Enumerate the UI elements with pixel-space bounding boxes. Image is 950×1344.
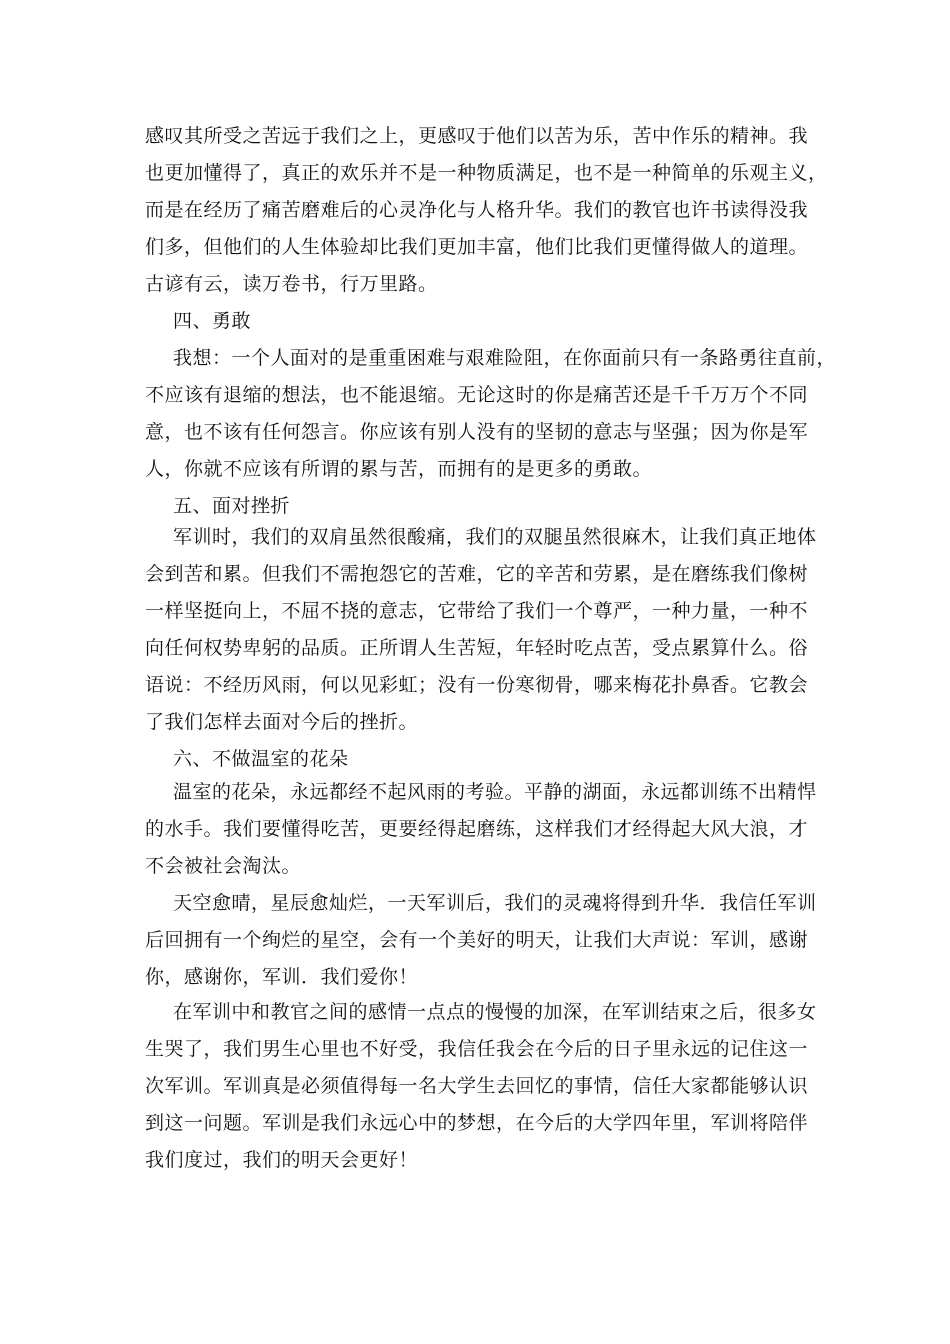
body-line: 们多，但他们的人生体验却比我们更加丰富，他们比我们更懂得做人的道理。 [145,236,809,258]
body-line: 你，感谢你，军训．我们爱你！ [145,966,419,988]
body-line: 语说：不经历风雨，何以见彩虹；没有一份寒彻骨，哪来梅花扑鼻香。它教会 [145,674,809,696]
body-line: 天空愈晴，星辰愈灿烂，一天军训后，我们的灵魂将得到升华．我信任军训 [173,892,817,914]
body-line: 在军训中和教官之间的感情一点点的慢慢的加深，在军训结束之后，很多女 [173,1001,817,1023]
body-line: 而是在经历了痛苦磨难后的心灵净化与人格升华。我们的教官也许书读得没我 [145,199,809,221]
body-line: 古谚有云，读万卷书，行万里路。 [145,273,438,295]
body-line: 人，你就不应该有所谓的累与苦，而拥有的是更多的勇敢。 [145,458,653,480]
body-line: 意，也不该有任何怨言。你应该有别人没有的坚韧的意志与坚强；因为你是军 [145,421,809,443]
body-line: 了我们怎样去面对今后的挫折。 [145,711,419,733]
body-line: 会到苦和累。但我们不需抱怨它的苦难，它的辛苦和劳累，是在磨练我们像树 [145,563,809,585]
body-line: 感叹其所受之苦远于我们之上，更感叹于他们以苦为乐，苦中作乐的精神。我 [145,125,809,147]
body-line: 不应该有退缩的想法，也不能退缩。无论这时的你是痛苦还是千千万万个不同 [145,384,809,406]
body-line: 温室的花朵，永远都经不起风雨的考验。平静的湖面，永远都训练不出精悍 [173,781,817,803]
section-heading: 四、勇敢 [173,310,252,332]
body-line: 军训时，我们的双肩虽然很酸痛，我们的双腿虽然很麻木，让我们真正地体 [173,526,817,548]
body-line: 一样坚挺向上，不屈不挠的意志，它带给了我们一个尊严，一种力量，一种不 [145,600,809,622]
body-line: 也更加懂得了，真正的欢乐并不是一种物质满足，也不是一种简单的乐观主义， [145,162,828,184]
body-line: 生哭了，我们男生心里也不好受，我信任我会在今后的日子里永远的记住这一 [145,1038,809,1060]
body-line: 次军训。军训真是必须值得每一名大学生去回忆的事情，信任大家都能够认识 [145,1075,809,1097]
body-line: 我想：一个人面对的是重重困难与艰难险阻，在你面前只有一条路勇往直前， [173,347,837,369]
section-heading: 六、不做温室的花朵 [173,748,349,770]
body-line: 我们度过，我们的明天会更好！ [145,1149,419,1171]
body-line: 的水手。我们要懂得吃苦，更要经得起磨练，这样我们才经得起大风大浪，才 [145,818,809,840]
body-line: 不会被社会淘汰。 [145,855,302,877]
body-line: 到这一问题。军训是我们永远心中的梦想，在今后的大学四年里，军训将陪伴 [145,1112,809,1134]
body-line: 向任何权势卑躬的品质。正所谓人生苦短，年轻时吃点苦，受点累算什么。俗 [145,637,809,659]
section-heading: 五、面对挫折 [173,495,291,517]
body-line: 后回拥有一个绚烂的星空，会有一个美好的明天，让我们大声说：军训，感谢 [145,929,809,951]
